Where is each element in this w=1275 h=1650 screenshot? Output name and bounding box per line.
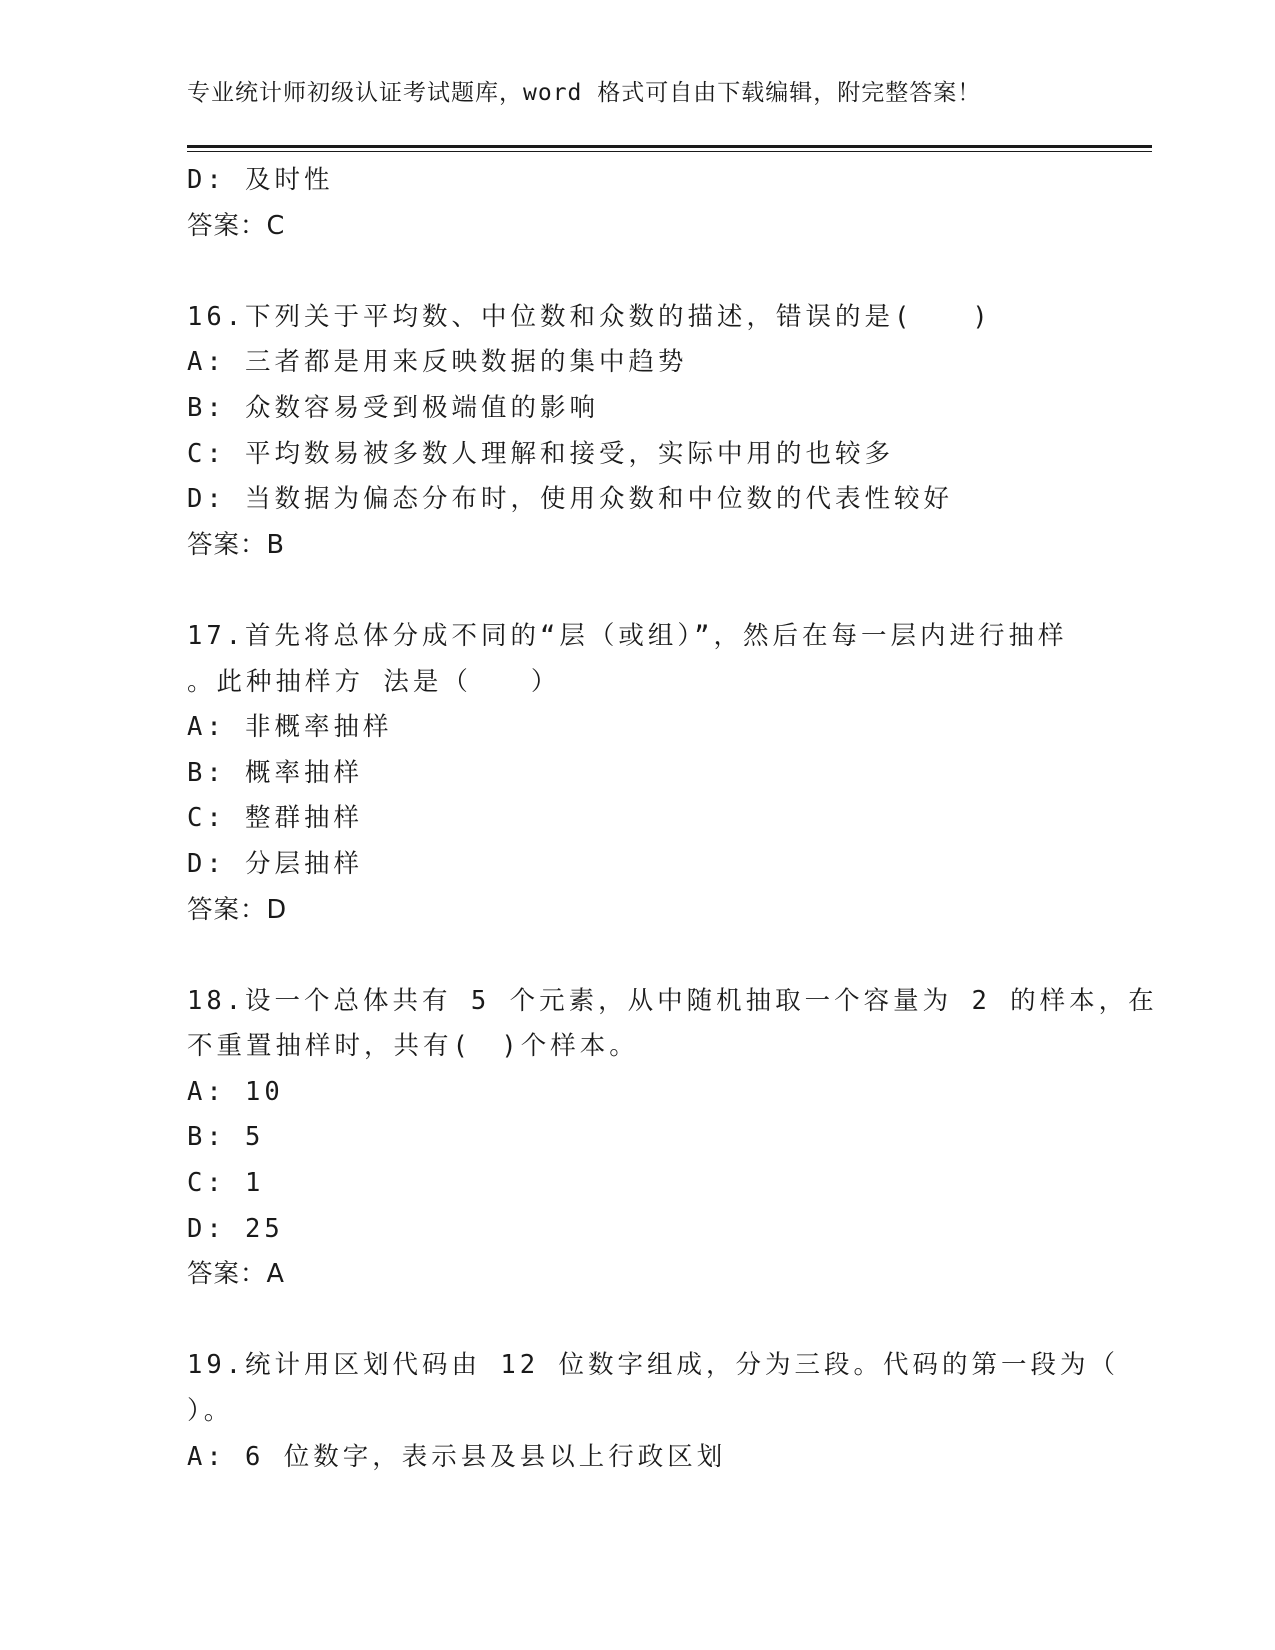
spacer [187,249,1087,295]
answer-line: 答案：C [187,210,286,241]
option-b: B: 众数容易受到极端值的影响 [187,392,600,423]
question-stem-continued: 不重置抽样时，共有( )个样本。 [187,1031,639,1062]
header-divider-thick [187,145,1152,148]
option-a: A: 10 [187,1076,284,1107]
question-stem-continued: ）。 [187,1396,234,1427]
option-d: D: 当数据为偏态分布时，使用众数和中位数的代表性较好 [187,484,954,515]
question-17 [187,614,1087,933]
page-header: 专业统计师初级认证考试题库，word 格式可自由下载编辑，附完整答案！ [187,80,982,106]
question-stem: 16.下列关于平均数、中位数和众数的描述，错误的是( ) [187,301,992,332]
question-stem-continued: 。此种抽样方 法是（ ） [187,666,561,697]
option-c: C: 平均数易被多数人理解和接受，实际中用的也较多 [187,438,895,469]
answer-line: 答案：B [187,529,285,560]
option-b: B: 概率抽样 [187,757,364,788]
answer-line: 答案：D [187,894,288,925]
option-a: A: 三者都是用来反映数据的集中趋势 [187,347,688,378]
question-19 [187,1343,1119,1480]
question-16 [187,295,1087,569]
header-divider-thin [187,151,1152,152]
option-d: D: 及时性 [187,165,334,195]
spacer [187,1298,1087,1344]
spacer [187,568,1087,614]
option-c: C: 整群抽样 [187,803,364,834]
question-stem: 17.首先将总体分成不同的“层（或组）”，然后在每一层内进行抽样 [187,620,1068,651]
question-stem: 18.设一个总体共有 5 个元素，从中随机抽取一个容量为 2 的样本，在 [187,985,1158,1016]
option-b: B: 5 [187,1122,265,1153]
option-d: D: 分层抽样 [187,848,364,879]
option-d: D: 25 [187,1213,284,1244]
question-18 [187,979,1158,1298]
option-a: A: 非概率抽样 [187,712,393,743]
option-c: C: 1 [187,1168,265,1199]
option-a: A: 6 位数字，表示县及县以上行政区划 [187,1441,727,1472]
answer-line: 答案：A [187,1259,285,1290]
question-stem: 19.统计用区划代码由 12 位数字组成，分为三段。代码的第一段为（ [187,1350,1119,1381]
question-list [187,158,1158,1480]
spacer [187,933,1087,979]
